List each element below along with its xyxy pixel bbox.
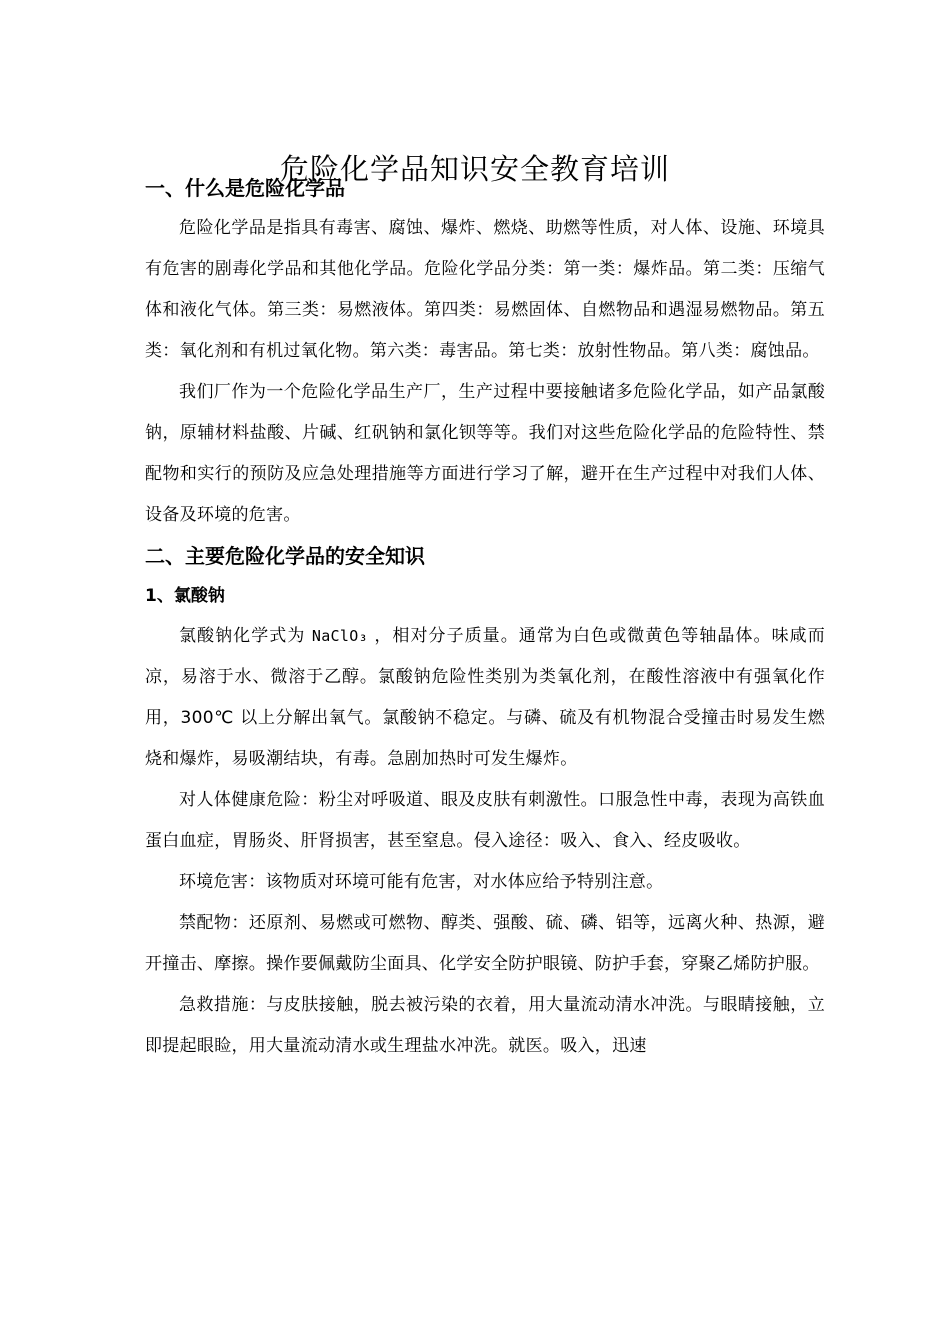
incompatible-materials-paragraph: 禁配物：还原剂、易燃或可燃物、醇类、强酸、硫、磷、铝等，远离火种、热源，避开撞击、摩擦。操作要佩戴防尘面具、化学安全防护眼镜、防护手套，穿聚乙烯防护服。 — [145, 913, 825, 974]
chemical-formula: NaClO₃ — [311, 627, 368, 645]
section-1-paragraph-2: 我们厂作为一个危险化学品生产厂，生产过程中要接触诸多危险化学品，如产品氯酸钠，原辅材料盐酸、片碱、红矾钠和氯化钡等等。我们对这些危险化学品的危险特性、禁配物和实行的预防及应急处理措施等方面进行学习了解，避开在生产过程中对我们人体、设备及环境的危害。 — [145, 382, 825, 525]
sodium-chlorate-intro-paragraph — [145, 616, 825, 780]
document-body — [145, 168, 825, 1067]
section-1-heading: 一、什么是危险化学品 — [145, 176, 345, 200]
document-title: 危险化学品知识安全教育培训 — [279, 152, 670, 187]
formula-intro-text: 氯酸钠化学式为 — [179, 626, 312, 646]
health-hazard-paragraph: 对人体健康危险：粉尘对呼吸道、眼及皮肤有刺激性。口服急性中毒，表现为高铁血蛋白血症，胃肠炎、肝肾损害，甚至窒息。侵入途径：吸入、食入、经皮吸收。 — [145, 790, 825, 851]
section-2-heading: 二、主要危险化学品的安全知识 — [145, 544, 425, 568]
section-1-paragraph-1: 危险化学品是指具有毒害、腐蚀、爆炸、燃烧、助燃等性质，对人体、设施、环境具有危害的剧毒化学品和其他化学品。危险化学品分类：第一类：爆炸品。第二类：压缩气体和液化气体。第三类：易燃液体。第四类：易燃固体、自燃物品和遇湿易燃物品。第五类：氧化剂和有机过氧化物。第六类：毒害品。第七类：放射性物品。第八类：腐蚀品。 — [145, 218, 825, 361]
subsection-1-heading: 1、氯酸钠 — [145, 586, 225, 606]
first-aid-paragraph: 急救措施：与皮肤接触，脱去被污染的衣着，用大量流动清水冲洗。与眼睛接触，立即提起眼睑，用大量流动清水或生理盐水冲洗。就医。吸入，迅速 — [145, 995, 825, 1056]
environment-hazard-paragraph: 环境危害：该物质对环境可能有危害，对水体应给予特别注意。 — [179, 872, 664, 892]
formula-description-text: ，相对分子质量。通常为白色或微黄色等轴晶体。味咸而凉，易溶于水、微溶于乙醇。氯酸钠危险性类别为类氧化剂，在酸性溶液中有强氧化作用，300℃ 以上分解出氧气。氯酸钠不稳定。与磷、硫及有机物混合受撞击时易发生燃烧和爆炸，易吸潮结块，有毒。急剧加热时可发生爆炸。 — [145, 626, 826, 769]
